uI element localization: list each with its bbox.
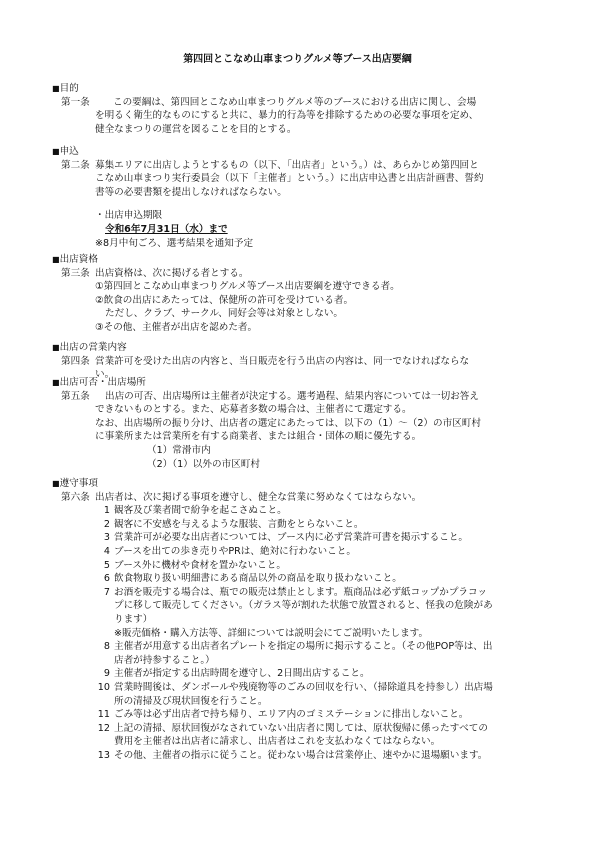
article-label: 第三条 <box>61 267 90 279</box>
list-item-body: ブース外に機材や食材を置かないこと。 <box>114 559 286 571</box>
square-bullet-icon: ■ <box>52 255 60 264</box>
article-5 <box>52 390 552 472</box>
article-body: この要綱は、第四回とこなめ山車まつりグルメ等のブースにおける出店に関し、会場を明るく衛生的なものにすると共に、暴力的行為等を排除するための必要な事項を定め、健全なまつりの運営を図ることを目的とする。 <box>95 96 479 135</box>
rules-intro: 出店者は、次に掲げる事項を遵守し、健全な営業に努めなくてはならない。 <box>95 491 422 503</box>
list-item-body: ブースを出ての歩き売りやPRは、絶対に行わないこと。 <box>114 545 356 557</box>
list-item-text <box>114 504 495 518</box>
priority-item: （1）常滑市内 <box>147 444 211 456</box>
deadline-note: ※8月中旬ごろ、選考結果を通知予定 <box>95 237 254 249</box>
list-item <box>95 749 495 763</box>
list-item-text <box>114 708 495 722</box>
list-item-text <box>114 545 495 559</box>
list-item-number: 2 <box>103 518 110 530</box>
list-item-number: 12 <box>97 722 110 734</box>
square-bullet-icon: ■ <box>52 378 60 387</box>
section-heading: ■出店可否・出店場所 <box>52 377 146 388</box>
list-item-number: 4 <box>103 545 110 557</box>
article-label: 第一条 <box>61 96 90 108</box>
eligibility-item: ①第四回とこなめ山車まつりグルメ等ブース出店要綱を遵守できる者。 <box>95 281 400 293</box>
list-item <box>95 531 495 545</box>
list-item <box>95 722 495 749</box>
list-item-body: 主催者が用意する出店者名プレートを指定の場所に掲示すること。（その他POP等は、出店者が持参すること。） <box>114 641 493 666</box>
list-item-number: 7 <box>103 586 110 598</box>
list-item <box>95 667 495 681</box>
article-1 <box>52 96 552 137</box>
list-item-note: ※販売価格・購入方法等、詳細については説明会にてご説明いたします。 <box>114 627 429 639</box>
section-purpose <box>52 82 552 136</box>
article-body: 出店の可否、出店場所は主催者が決定する。選考過程、結果内容については一切お答えできないものとする。また、応募者多数の場合は、主催者にて選定する。 <box>95 390 479 416</box>
section-application <box>52 145 552 250</box>
eligibility-item: ③その他、主催者が出店を認めた者。 <box>95 321 258 333</box>
list-item-text <box>114 681 495 708</box>
article-label: 第五条 <box>61 390 90 402</box>
list-item-number: 10 <box>97 681 110 693</box>
list-item-body: 飲食物取り扱い明細書にある商品以外の商品を取り扱わないこと。 <box>114 573 402 585</box>
list-item <box>95 586 495 640</box>
section-heading: ■申込 <box>52 146 79 157</box>
list-item-body: 営業許可が必要な出店者については、ブース内に必ず営業許可書を掲示すること。 <box>114 532 469 544</box>
list-item-body: 観客に不安感を与えるような服装、言動をとらないこと。 <box>114 518 364 530</box>
list-item-text <box>114 640 495 667</box>
list-item-number: 3 <box>103 532 110 544</box>
article-body: 募集エリアに出店しようとするもの（以下、「出店者」という。）は、あらかじめ第四回とこなめ山車まつり実行委員会（以下「主催者」という。）に出店申込書と出店計画書、誓約書等の必要書類を提出しなければならない。 <box>95 159 484 198</box>
list-item <box>95 545 495 559</box>
list-item-text <box>114 559 495 573</box>
article-body-2: なお、出店場所の振り分け、出店者の選定にあたっては、以下の（1）～（2）の市区町村に事業所または営業所を有する商業者、または組合・団体の順に優先する。 <box>95 417 481 443</box>
list-item-number: 11 <box>97 709 110 721</box>
list-item-text <box>114 531 495 545</box>
list-item-number: 13 <box>97 749 110 761</box>
list-item-text <box>114 586 495 640</box>
square-bullet-icon: ■ <box>52 84 60 93</box>
list-item-text <box>114 749 495 763</box>
list-item-number: 1 <box>103 505 110 517</box>
article-3 <box>52 267 552 335</box>
list-item-text <box>114 518 495 532</box>
eligibility-item: ②飲食の出店にあたっては、保健所の許可を受けている者。 <box>95 294 354 306</box>
section-location <box>52 376 552 471</box>
deadline-label: ・出店申込期限 <box>95 210 163 222</box>
list-item <box>95 518 495 532</box>
square-bullet-icon: ■ <box>52 147 60 156</box>
list-item-body: お酒を販売する場合は、瓶での販売は禁止とします。瓶商品は必ず紙コップかプラコップに移して販売してください。（ガラス等が割れた状態で放置されると、怪我の危険があります） <box>114 586 493 625</box>
list-item-text <box>114 722 495 749</box>
list-item-number: 6 <box>103 573 110 585</box>
list-item-text <box>114 667 495 681</box>
list-item <box>95 572 495 586</box>
section-heading: ■出店の営業内容 <box>52 342 127 353</box>
rules-list <box>95 504 495 762</box>
section-rules <box>52 477 552 762</box>
document-title: 第四回とこなめ山車まつりグルメ等ブース出店要綱 <box>183 54 412 65</box>
list-item-body: ごみ等は必ず出店者で持ち帰り、エリア内のゴミステーションに排出しないこと。 <box>114 709 469 721</box>
article-label: 第六条 <box>61 491 90 503</box>
list-item-body: 主催者が指定する出店時間を遵守し、2日間出店すること。 <box>114 668 370 680</box>
article-6 <box>52 491 552 763</box>
section-heading: ■目的 <box>52 83 79 94</box>
article-label: 第四条 <box>61 355 90 367</box>
list-item-body: 営業時間後は、ダンボールや残廃物等のごみの回収を行い、（掃除道具を持参し）出店場所の清掃及び現状回復を行うこと。 <box>114 681 493 707</box>
eligibility-item-note: ただし、クラブ、サークル、同好会等は対象としない。 <box>105 308 344 320</box>
priority-item: （2）（1）以外の市区町村 <box>147 458 260 470</box>
list-item-number: 9 <box>103 668 110 680</box>
list-item-body: 観客及び業者間で紛争を起こさぬこと。 <box>114 505 287 517</box>
section-heading: ■出店資格 <box>52 254 98 265</box>
list-item <box>95 504 495 518</box>
list-item-number: 5 <box>103 559 110 571</box>
article-2 <box>52 159 552 251</box>
list-item <box>95 681 495 708</box>
list-item-number: 8 <box>103 641 110 653</box>
article-body: 営業許可を受けた出店の内容と、当日販売を行う出店の内容は、同一でなければならない。 <box>95 355 470 381</box>
section-eligibility <box>52 253 552 335</box>
square-bullet-icon: ■ <box>52 343 60 352</box>
list-item-text <box>114 572 495 586</box>
list-item <box>95 708 495 722</box>
deadline-date: 令和6年7月31日（水）まで <box>105 223 228 235</box>
list-item <box>95 640 495 667</box>
section-heading: ■遵守事項 <box>52 478 98 489</box>
list-item-body: 上記の清掃、原状回復がなされていない出店者に関しては、原状復帰に係ったすべての費用を主催者は出店者に請求し、出店者はこれを支払わなくてはならない。 <box>114 722 488 748</box>
eligibility-intro: 出店資格は、次に掲げる者とする。 <box>95 267 249 279</box>
list-item <box>95 559 495 573</box>
article-label: 第二条 <box>61 159 90 171</box>
list-item-body: その他、主催者の指示に従うこと。従わない場合は営業停止、速やかに退場願います。 <box>114 749 488 761</box>
square-bullet-icon: ■ <box>52 479 60 488</box>
